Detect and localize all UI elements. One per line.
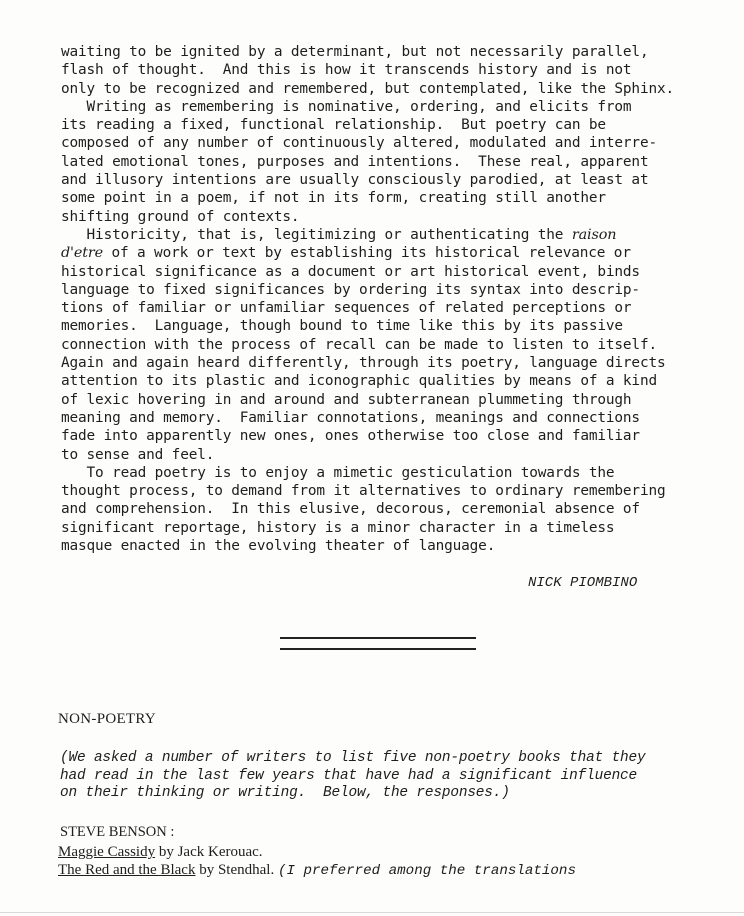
essay-line: fade into apparently new ones, ones otherwise too close and familiar xyxy=(61,428,640,445)
essay-line: tions of familiar or unfamiliar sequences of related perceptions or xyxy=(61,300,632,317)
essay-line: language to fixed significances by ordering its syntax into descrip- xyxy=(61,281,640,298)
scan-edge-mark xyxy=(0,912,744,913)
essay-line-raison xyxy=(61,226,711,244)
essay-line: flash of thought. And this is how it transcends history and is not xyxy=(61,62,632,79)
book-author: by Stendhal. xyxy=(195,862,278,878)
essay-line: only to be recognized and remembered, but contemplated, like the Sphinx. xyxy=(61,80,675,97)
detre-word: d'etre xyxy=(61,245,103,262)
essay-body xyxy=(61,43,711,555)
essay-line: some point in a poem, if not in its form, creating still another xyxy=(61,190,606,207)
essay-line: significant reportage, history is a minor character in a timeless xyxy=(61,519,615,536)
essay-line: To read poetry is to enjoy a mimetic gesticulation towards the xyxy=(61,464,615,481)
essay-line: to sense and feel. xyxy=(61,446,215,463)
essay-line: and illusory intentions are usually consciously parodied, at least at xyxy=(61,172,649,189)
section-intro xyxy=(60,750,720,803)
essay-line-detre xyxy=(61,244,711,262)
essay-line: and comprehension. In this elusive, decorous, ceremonial absence of xyxy=(61,501,640,518)
book-title: Maggie Cassidy xyxy=(58,844,156,860)
book-note: (I preferred among the translations xyxy=(277,863,576,879)
essay-line: attention to its plastic and iconographic qualities by means of a kind xyxy=(61,373,657,390)
book-entry xyxy=(58,843,738,861)
intro-line: on their thinking or writing. Below, the responses.) xyxy=(60,785,510,801)
book-author: by Jack Kerouac. xyxy=(155,844,263,860)
essay-line: memories. Language, though bound to time like this by its passive xyxy=(61,318,623,335)
raison-word: raison xyxy=(571,226,617,243)
section-heading: NON-POETRY xyxy=(58,711,157,727)
essay-line: Again and again heard differently, through its poetry, language directs xyxy=(61,355,666,372)
section-divider xyxy=(280,648,476,650)
essay-text: of a work or text by establishing its historical relevance or xyxy=(102,245,631,262)
intro-line: (We asked a number of writers to list five non-poetry books that they xyxy=(60,750,646,766)
essay-line: waiting to be ignited by a determinant, but not necessarily parallel, xyxy=(61,44,649,60)
essay-line: its reading a fixed, functional relationship. But poetry can be xyxy=(61,117,606,134)
book-title: The Red and the Black xyxy=(58,862,196,878)
author-signature: NICK PIOMBINO xyxy=(528,575,638,591)
respondent-name: STEVE BENSON : xyxy=(60,824,175,840)
essay-line: masque enacted in the evolving theater of language. xyxy=(61,538,496,555)
essay-line: thought process, to demand from it alternatives to ordinary remembering xyxy=(61,483,666,500)
essay-line: shifting ground of contexts. xyxy=(61,208,300,225)
essay-line: composed of any number of continuously altered, modulated and interre- xyxy=(61,135,657,152)
book-entry xyxy=(58,861,738,879)
book-list xyxy=(58,843,738,879)
essay-line: lated emotional tones, purposes and intentions. These real, apparent xyxy=(61,153,649,170)
essay-line: Writing as remembering is nominative, ordering, and elicits from xyxy=(61,98,632,115)
intro-line: had read in the last few years that have had a significant influence xyxy=(60,767,638,784)
essay-text: Historicity, that is, legitimizing or authenticating the xyxy=(61,226,572,243)
essay-line: historical significance as a document or art historical event, binds xyxy=(61,263,640,280)
essay-line: of lexic hovering in and around and subterranean plummeting through xyxy=(61,391,632,408)
section-divider xyxy=(280,637,476,639)
essay-line: connection with the process of recall can be made to listen to itself. xyxy=(61,336,657,353)
essay-line: meaning and memory. Familiar connotations, meanings and connections xyxy=(61,409,640,426)
